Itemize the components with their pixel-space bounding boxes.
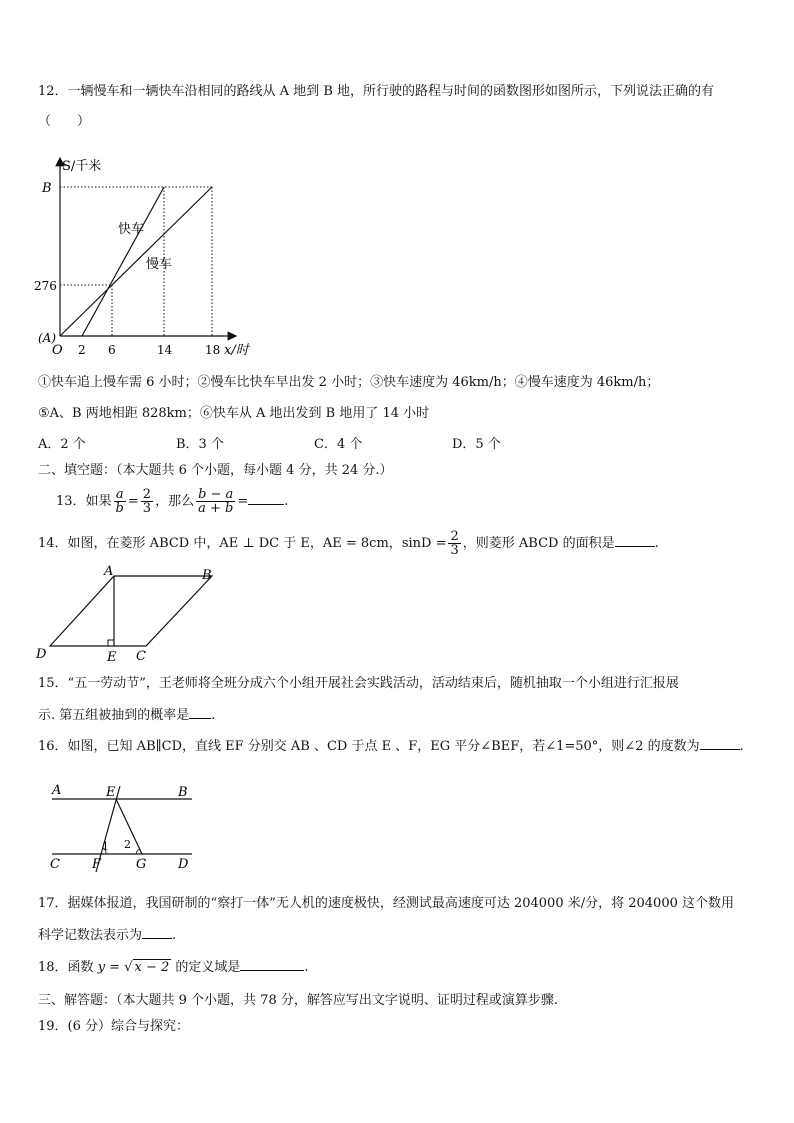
q14 bbox=[38, 530, 659, 558]
q14-cond1: AE ⊥ DC bbox=[219, 536, 280, 551]
section-3-heading: 三、解答题：（本大题共 9 个小题，共 78 分，解答应写出文字说明、证明过程或演算步骤. bbox=[38, 993, 558, 1008]
angle-1-label: 1 bbox=[102, 840, 109, 853]
point-A: A bbox=[52, 783, 62, 798]
point-A: A bbox=[104, 564, 114, 579]
x-tick-2: 2 bbox=[78, 343, 86, 357]
q13-prefix: 13．如果 bbox=[56, 494, 112, 509]
q14-mid2: ， bbox=[388, 536, 402, 551]
rhombus-abcd bbox=[50, 576, 212, 646]
q13-f1-den: b bbox=[115, 501, 124, 516]
label-276: 276 bbox=[34, 279, 57, 293]
q15-line-2 bbox=[38, 707, 215, 725]
q17-line-1: 17．据媒体报道，我国研制的“察打一体”无人机的速度极快，经测试最高速度可达 204000 米/分，将 204000 这个数用 bbox=[38, 896, 734, 911]
x-tick-6: 6 bbox=[108, 343, 116, 357]
q17-end: . bbox=[172, 928, 177, 943]
q12-option-d[interactable]: D．5 个 bbox=[452, 437, 501, 452]
q18-answer-blank[interactable] bbox=[240, 970, 304, 971]
q13-eq: = bbox=[127, 494, 139, 509]
q12-stem: 12．一辆慢车和一辆快车沿相同的路线从 A 地到 B 地，所行驶的路程与时间的函数图形如图所示，下列说法正确的有 bbox=[38, 84, 715, 99]
q18 bbox=[38, 959, 309, 977]
q13-f1-num: a bbox=[114, 488, 126, 502]
q16-text: 16．如图，已知 AB∥CD，直线 EF 分别交 AB 、CD 于点 E 、F，EG 平分∠BEF，若∠1=50°，则∠2 的度数为 bbox=[38, 739, 700, 754]
point-C: C bbox=[136, 649, 146, 664]
q14-sin: sinD = bbox=[401, 536, 447, 551]
q13 bbox=[56, 488, 288, 516]
point-B: B bbox=[202, 568, 212, 583]
q14-frac-den: 3 bbox=[450, 543, 459, 558]
q18-y: y = bbox=[97, 960, 121, 975]
q13-f2-num: 2 bbox=[142, 487, 152, 502]
q12-option-a[interactable]: A．2 个 bbox=[38, 437, 86, 452]
q18-radicand: x − 2 bbox=[134, 960, 170, 975]
q17-text: 科学记数法表示为 bbox=[38, 928, 143, 943]
q17-answer-blank[interactable] bbox=[142, 938, 172, 939]
label-B: B bbox=[42, 181, 52, 196]
q16-stem bbox=[38, 738, 744, 756]
slow-car-line bbox=[60, 187, 212, 336]
q16-end: . bbox=[739, 739, 744, 754]
q15-line-1: 15．“五一劳动节”，王老师将全班分成六个小组开展社会实践活动，活动结束后，随机抽取一个小组进行汇报展 bbox=[38, 676, 679, 691]
q13-mid: ，那么 bbox=[155, 494, 195, 509]
section-2-heading: 二、填空题：（本大题共 6 个小题，每小题 4 分，共 24 分.） bbox=[38, 463, 393, 478]
q14-tail: ，则菱形 ABCD 的面积是 bbox=[462, 536, 615, 551]
label-A: (A) bbox=[38, 331, 57, 345]
q12-option-c[interactable]: C．4 个 bbox=[314, 437, 363, 452]
q13-f3-den: a + b bbox=[198, 501, 234, 516]
q13-end: . bbox=[284, 494, 289, 509]
q18-end: . bbox=[304, 960, 309, 975]
q14-mid1: 于 E， bbox=[279, 536, 323, 551]
q17-line-2 bbox=[38, 927, 176, 945]
label-O: O bbox=[52, 343, 63, 358]
label-slow-car: 慢车 bbox=[146, 257, 173, 272]
q14-fraction bbox=[448, 530, 460, 557]
angle-2-label: 2 bbox=[124, 838, 131, 851]
q14-cond2: AE = 8cm bbox=[322, 536, 389, 551]
q14-rhombus-figure bbox=[34, 562, 224, 666]
label-fast-car: 快车 bbox=[118, 222, 145, 237]
q13-eq2: = bbox=[237, 494, 249, 509]
q14-prefix: 14．如图，在菱形 ABCD 中， bbox=[38, 536, 220, 551]
x-tick-18: 18 bbox=[205, 343, 221, 357]
y-axis-label: S/千米 bbox=[62, 159, 102, 174]
q15-answer-blank[interactable] bbox=[189, 718, 211, 719]
q12-graph bbox=[34, 150, 264, 362]
sqrt-sign-icon: √ bbox=[124, 960, 133, 975]
x-axis-label: x/时 bbox=[224, 343, 249, 358]
q16-parallel-lines-figure bbox=[44, 778, 204, 876]
q14-period: . bbox=[654, 536, 659, 551]
q16-answer-blank[interactable] bbox=[700, 749, 740, 750]
q13-fraction-2-3 bbox=[141, 488, 153, 515]
point-D: D bbox=[36, 647, 47, 662]
q18-suffix: 的定义域是 bbox=[175, 960, 241, 975]
q14-answer-blank[interactable] bbox=[615, 546, 655, 547]
q18-prefix: 18．函数 bbox=[38, 960, 94, 975]
q19-stem: 19．(6 分）综合与探究： bbox=[38, 1019, 190, 1034]
q13-f3-num: b − a bbox=[198, 487, 234, 502]
q12-option-b[interactable]: B．3 个 bbox=[176, 437, 224, 452]
point-E: E bbox=[107, 650, 117, 665]
q15-text: 示. 第五组被抽到的概率是 bbox=[38, 708, 190, 723]
point-C: C bbox=[50, 857, 60, 872]
point-E: E bbox=[106, 785, 116, 800]
point-B: B bbox=[178, 785, 188, 800]
q13-f2-den: 3 bbox=[142, 501, 152, 516]
q13-fraction-a-b bbox=[114, 488, 126, 515]
q13-answer-blank[interactable] bbox=[248, 504, 284, 505]
point-D: D bbox=[178, 857, 189, 872]
point-G: G bbox=[136, 857, 147, 872]
q12-statements-1: ①快车追上慢车需 6 小时；②慢车比快车早出发 2 小时；③快车速度为 46km/h；④慢车速度为 46km/h； bbox=[38, 375, 660, 390]
q13-fraction-target bbox=[196, 488, 235, 515]
q12-answer-paren: （ ） bbox=[38, 114, 91, 129]
q15-end: . bbox=[211, 708, 216, 723]
point-F: F bbox=[92, 857, 102, 872]
q14-frac-num: 2 bbox=[450, 529, 459, 544]
right-angle-mark bbox=[108, 640, 114, 646]
q12-statements-2: ⑤A、B 两地相距 828km；⑥快车从 A 地出发到 B 地用了 14 小时 bbox=[38, 406, 430, 421]
x-tick-14: 14 bbox=[157, 343, 173, 357]
